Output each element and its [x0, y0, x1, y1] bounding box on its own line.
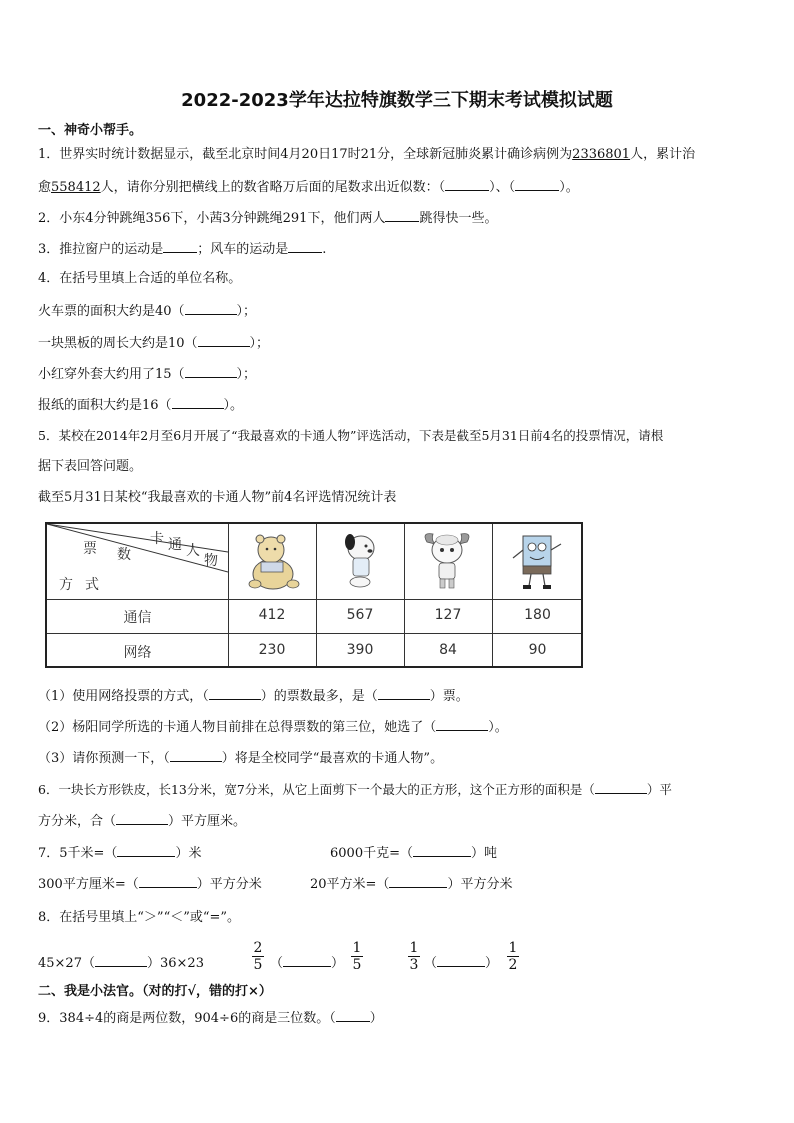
q5-sub3-blank[interactable] [170, 748, 222, 762]
cell-network-dog: 390 [346, 642, 374, 658]
q9-answer-blank[interactable] [336, 1008, 370, 1022]
q1-answer-blank-2[interactable] [515, 177, 559, 191]
q7-item-2-text: 6000千克=（ [330, 846, 413, 861]
q4-item-3-text: 小红穿外套大约用了15（ [38, 367, 185, 382]
cell-mail-sponge: 180 [524, 607, 551, 623]
fraction-1-2-numerator: 1 [508, 940, 518, 956]
q6-text-b: ）平 [646, 782, 672, 797]
question-8-heading: 8．在括号里填上“＞”“＜”或“=”。 [38, 910, 241, 925]
section-1-heading: 一、神奇小帮手。 [38, 123, 143, 138]
question-9 [38, 1008, 383, 1028]
question-1-line-1 [38, 146, 695, 164]
question-5-sub-2 [38, 717, 508, 737]
q8-answer-blank-3[interactable] [437, 953, 485, 967]
q8-answer-blank-1[interactable] [95, 953, 147, 967]
question-5-sub-3 [38, 748, 443, 768]
table-caption: 截至5月31日某校“我最喜欢的卡通人物”前4名评选情况统计表 [38, 490, 397, 505]
fraction-2-5-numerator: 2 [253, 940, 263, 956]
table-row-divider-1 [47, 599, 581, 600]
q1-text-a: 1．世界实时统计数据显示，截至北京时间4月20日17时21分，全球新冠肺炎累计确诊病例为 [38, 147, 573, 162]
q5-sub2-text-b: ）。 [488, 720, 508, 735]
header-diag-char-1: 卡 [150, 531, 164, 547]
q5-sub2-text-a: （2）杨阳同学所选的卡通人物目前排在总得票数的第三位，她选了（ [38, 720, 437, 735]
q1-text-d: 人，请你分别把横线上的数省略万后面的尾数求出近似数：（ [100, 180, 446, 195]
row-label-mail: 通信 [123, 610, 152, 626]
question-7-item-3 [38, 874, 262, 894]
question-4-item-2 [38, 333, 269, 353]
q5-sub1-blank-1[interactable] [209, 686, 261, 700]
q4-item-4-end: ）。 [223, 398, 244, 413]
cell-mail-goat: 127 [434, 607, 462, 623]
q7-answer-blank-4[interactable] [389, 874, 447, 888]
q5-sub1-text-a: （1）使用网络投票的方式，（ [38, 689, 209, 704]
fraction-1-3 [408, 940, 420, 973]
goat-character-image [419, 528, 475, 592]
q2-text-b: 跳得快一些。 [419, 211, 498, 226]
question-2 [38, 208, 497, 228]
q7-item-1-text: 7．5千米=（ [38, 846, 118, 861]
q8-left-paren-2: （ [270, 956, 284, 971]
question-8-paren-3 [424, 953, 498, 973]
sponge-character-image [507, 530, 567, 592]
table-row-divider-2 [47, 633, 581, 634]
q7-answer-blank-1[interactable] [117, 843, 175, 857]
q4-item-3-end: ）； [236, 367, 257, 382]
q1-number-1: 2336801 [572, 147, 631, 162]
q6-text-d: ）平方厘米。 [168, 814, 247, 829]
header-method-char-2: 式 [85, 577, 99, 593]
q5-sub1-blank-2[interactable] [378, 686, 430, 700]
page-title: 2022-2023学年达拉特旗数学三下期末考试模拟试题 [181, 90, 613, 111]
q1-text-b: 人，累计治 [630, 147, 696, 162]
q4-answer-blank-2[interactable] [198, 333, 250, 347]
fraction-1-5 [351, 940, 363, 973]
row-label-network: 网络 [123, 645, 152, 661]
q5-sub3-text-a: （3）请你预测一下，（ [38, 751, 170, 766]
q3-text-b: ；风车的运动是 [197, 242, 289, 257]
q3-text-a: 3．推拉窗户的运动是 [38, 242, 164, 257]
q5-sub3-text-b: ）将是全校同学“最喜欢的卡通人物”。 [221, 751, 444, 766]
question-4-heading: 4．在括号里填上合适的单位名称。 [38, 271, 242, 286]
q2-text-a: 2．小东4分钟跳绳356下，小茜3分钟跳绳291下，他们两人 [38, 211, 386, 226]
q8-expr1-left: 45×27（ [38, 956, 95, 971]
q7-answer-blank-3[interactable] [139, 874, 197, 888]
question-7-item-2 [330, 843, 497, 863]
q5-sub1-text-b: ）的票数最多，是（ [260, 689, 378, 704]
fraction-1-3-denominator: 3 [409, 957, 419, 973]
q4-item-2-text: 一块黑板的周长大约是10（ [38, 336, 198, 351]
q4-answer-blank-3[interactable] [185, 364, 237, 378]
q6-text-c: 方分米，合（ [38, 814, 117, 829]
q1-text-e: ）、（ [489, 180, 516, 195]
q7-item-3-text: 300平方厘米=（ [38, 877, 139, 892]
q5-sub2-blank[interactable] [436, 717, 488, 731]
q5-sub1-text-c: ）票。 [429, 689, 469, 704]
question-7-item-4 [310, 874, 512, 894]
fraction-1-3-numerator: 1 [409, 940, 419, 956]
fraction-1-2-denominator: 2 [508, 957, 518, 973]
dog-character-image [336, 530, 386, 592]
header-votes-char-2: 数 [117, 547, 131, 563]
question-6-line-1 [38, 780, 672, 799]
fraction-1-5-numerator: 1 [352, 940, 362, 956]
q7-answer-blank-2[interactable] [413, 843, 471, 857]
question-1-line-2 [38, 177, 579, 197]
cell-network-sponge: 90 [528, 642, 547, 658]
cell-network-bear: 230 [258, 642, 286, 658]
q7-item-3-unit: ）平方分米 [196, 877, 262, 892]
header-diag-char-2: 通 [168, 537, 182, 553]
q4-answer-blank-4[interactable] [172, 395, 224, 409]
q4-answer-blank-1[interactable] [185, 301, 237, 315]
section-2-heading: 二、我是小法官。（对的打√，错的打×） [38, 984, 272, 999]
fraction-1-5-denominator: 5 [352, 957, 362, 973]
q1-number-2: 558412 [51, 180, 101, 195]
q7-item-4-unit: ）平方分米 [447, 877, 513, 892]
q4-item-4-text: 报纸的面积大约是16（ [38, 398, 172, 413]
q7-item-2-unit: ）吨 [470, 846, 497, 861]
q3-answer-blank-2[interactable] [288, 239, 322, 253]
question-8-paren-2 [270, 953, 344, 973]
bear-character-image [243, 530, 303, 592]
q8-right-paren-2: ） [331, 956, 345, 971]
fraction-2-5-denominator: 5 [253, 957, 263, 973]
q8-left-paren-3: （ [424, 956, 438, 971]
question-4-item-4 [38, 395, 243, 415]
cell-network-goat: 84 [439, 642, 457, 658]
question-8-expr-1 [38, 953, 204, 973]
q6-text-a: 6．一块长方形铁皮，长13分米，宽7分米，从它上面剪下一个最大的正方形，这个正方形的面积是（ [38, 782, 595, 797]
question-5-line-2: 据下表回答问题。 [38, 459, 143, 474]
q7-item-1-unit: ）米 [175, 846, 202, 861]
question-6-line-2 [38, 811, 246, 831]
question-7-item-1 [38, 843, 201, 863]
vote-statistics-table [45, 522, 583, 668]
q8-answer-blank-2[interactable] [283, 953, 331, 967]
q4-item-1-text: 火车票的面积大约是40（ [38, 304, 185, 319]
q6-answer-blank-2[interactable] [116, 811, 168, 825]
header-diagonals [47, 524, 228, 599]
header-diag-char-3: 人 [186, 543, 200, 559]
q2-answer-blank[interactable] [385, 208, 419, 222]
q3-text-c: . [322, 242, 327, 257]
q6-answer-blank-1[interactable] [595, 780, 647, 794]
q1-text-f: ）。 [559, 180, 579, 195]
header-method-char-1: 方 [59, 577, 73, 593]
q1-text-c: 愈 [38, 180, 52, 195]
question-5-line-1: 5．某校在2014年2月至6月开展了“我最喜欢的卡通人物”评选活动，下表是截至5月31日前4名的投票情况，请根 [38, 428, 664, 443]
q4-item-2-end: ）； [249, 336, 270, 351]
q8-right-paren-3: ） [485, 956, 499, 971]
question-4-item-3 [38, 364, 256, 384]
question-5-sub-1 [38, 686, 469, 706]
fraction-2-5 [252, 940, 264, 973]
q9-text-a: 9．384÷4的商是两位数，904÷6的商是三位数。（ [38, 1011, 336, 1026]
cell-mail-bear: 412 [258, 607, 286, 623]
cell-mail-dog: 567 [346, 607, 374, 623]
q7-item-4-text: 20平方米=（ [310, 877, 390, 892]
header-diag-char-4: 物 [204, 553, 218, 569]
fraction-1-2 [507, 940, 519, 973]
question-3 [38, 239, 326, 259]
q3-answer-blank-1[interactable] [163, 239, 197, 253]
question-4-item-1 [38, 301, 256, 321]
q4-item-1-end: ）； [236, 304, 257, 319]
q8-expr1-right: ）36×23 [146, 956, 204, 971]
header-votes-char-1: 票 [83, 541, 97, 557]
q1-answer-blank-1[interactable] [445, 177, 489, 191]
q9-text-b: ） [369, 1011, 383, 1026]
